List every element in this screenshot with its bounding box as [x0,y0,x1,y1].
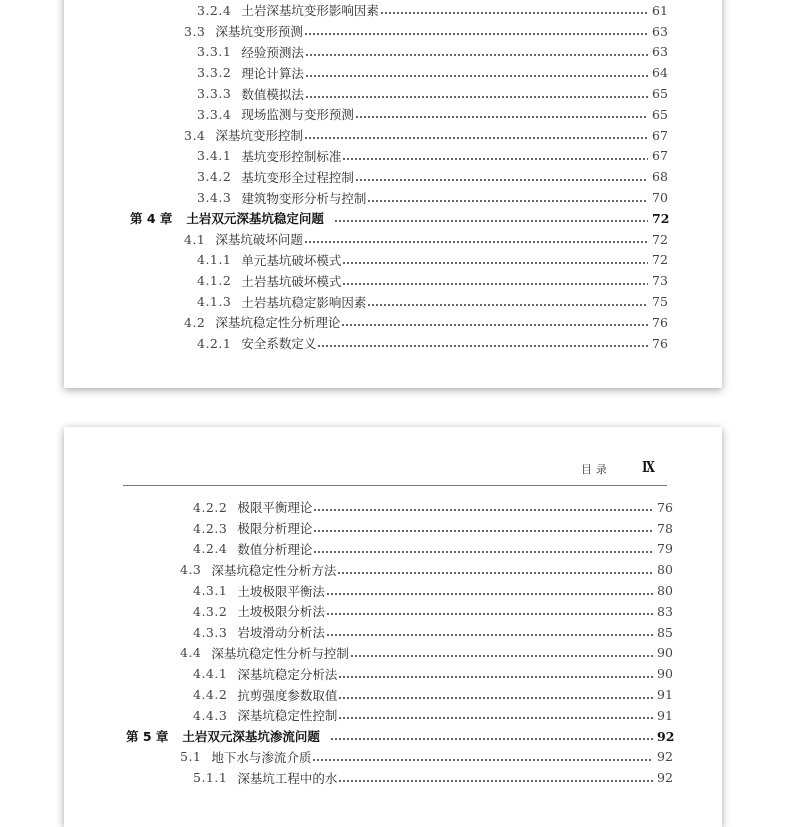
toc-entry[interactable] [197,187,670,208]
entry-page-number: 67 [652,148,668,164]
entry-title: 岩坡滑动分析法 [237,625,325,641]
entry-title: 深基坑稳定性分析与控制 [211,645,349,661]
toc-entry[interactable] [193,663,675,684]
leader-dots [313,530,653,532]
entry-page-number: 70 [652,190,668,206]
leader-dots [341,324,648,326]
entry-title: 安全系数定义 [241,336,317,352]
header-label: 目录 [581,463,611,476]
entry-number: 4.2 [184,314,206,330]
entry-title: 土岩双元深基坑渗流问题 [182,729,320,745]
entry-number: 4.3.3 [193,624,228,640]
toc-entry[interactable] [197,250,670,271]
toc-entry[interactable] [193,539,675,560]
entry-page-number: 92 [657,770,673,786]
entry-page-number: 90 [657,666,673,682]
entry-number: 3.4.3 [197,190,232,206]
leader-dots [338,780,653,782]
entry-title: 深基坑工程中的水 [237,770,338,786]
entry-page-number: 79 [657,541,673,557]
leader-dots [304,33,648,35]
entry-number: 4.4.3 [193,707,228,723]
entry-title: 数值分析理论 [237,541,313,557]
entry-number: 4.3.2 [193,603,228,619]
entry-number: 3.3.2 [197,65,232,81]
entry-number: 4.2.4 [193,541,228,557]
entry-number: 4.1 [184,231,206,247]
entry-number: 5.1.1 [193,770,228,786]
entry-title: 深基坑稳定分析法 [237,666,338,682]
toc-entry[interactable] [193,705,675,726]
leader-dots [317,345,648,347]
entry-page-number: 75 [652,294,668,310]
leader-dots [338,676,653,678]
entry-title: 土岩基坑破坏模式 [241,273,342,289]
leader-dots [326,593,653,595]
entry-number: 4.3 [180,562,202,578]
toc-entry[interactable] [197,333,670,354]
entry-title: 土坡极限分析法 [237,604,325,620]
toc-entry[interactable] [197,83,670,104]
toc-page-1 [64,0,722,388]
leader-dots [305,54,648,56]
entry-page-number: 61 [652,2,668,18]
entry-title: 深基坑变形控制 [215,128,303,144]
entry-page-number: 91 [657,687,673,703]
entry-page-number: 63 [652,23,668,39]
entry-title: 基坑变形全过程控制 [241,169,354,185]
toc-entry[interactable] [197,0,670,21]
entry-number: 4.4.2 [193,687,228,703]
entry-title: 数值模拟法 [241,86,304,102]
entry-number: 4.1.2 [197,273,232,289]
leader-dots [326,613,653,615]
entry-title: 深基坑稳定性控制 [237,708,338,724]
toc-entry[interactable] [197,291,670,312]
leader-dots [355,179,648,181]
entry-number: 3.4.2 [197,169,232,185]
entry-number: 4.2.1 [197,335,232,351]
toc-entry[interactable] [193,601,675,622]
entry-title: 土岩双元深基坑稳定问题 [186,211,324,227]
leader-dots [330,738,653,740]
leader-dots [367,304,648,306]
leader-dots [304,137,648,139]
entry-title: 深基坑变形预测 [215,24,303,40]
entry-number: 4.3.1 [193,583,228,599]
entry-page-number: 68 [652,169,668,185]
toc-entry[interactable] [193,622,675,643]
leader-dots [313,509,653,511]
leader-dots [350,655,653,657]
leader-dots [380,12,648,14]
entry-page-number: 92 [657,728,675,744]
toc-entry[interactable] [184,125,670,146]
entry-page-number: 63 [652,44,668,60]
entry-title: 极限平衡理论 [237,500,313,516]
toc-entry[interactable] [197,270,670,291]
toc-entry[interactable] [193,497,675,518]
entry-page-number: 65 [652,106,668,122]
entry-number: 第 5 章 [126,729,169,745]
entry-page-number: 92 [657,749,673,765]
leader-dots [342,262,648,264]
toc-entry[interactable] [197,104,670,125]
entry-title: 经验预测法 [241,44,304,60]
entry-page-number: 80 [657,583,673,599]
entry-number: 第 4 章 [130,211,173,227]
entry-number: 4.2.2 [193,499,228,515]
toc-entry[interactable] [197,62,670,83]
entry-title: 土岩基坑稳定影响因素 [241,294,367,310]
entry-number: 3.4 [184,127,206,143]
toc-entry[interactable] [193,518,675,539]
entry-number: 3.3.3 [197,86,232,102]
entry-page-number: 78 [657,520,673,536]
entry-number: 3.3 [184,23,206,39]
entry-number: 3.4.1 [197,148,232,164]
leader-dots [367,200,648,202]
leader-dots [338,697,653,699]
entry-title: 抗剪强度参数取值 [237,687,338,703]
entry-page-number: 64 [652,65,668,81]
leader-dots [342,283,648,285]
toc-entry[interactable] [193,767,675,788]
toc-entry[interactable] [180,559,675,580]
entry-number: 3.3.1 [197,44,232,60]
toc-entry[interactable] [193,580,675,601]
entry-title: 现场监测与变形预测 [241,107,354,123]
toc-chapter-entry[interactable] [126,726,675,747]
entry-page-number: 73 [652,273,668,289]
entry-number: 3.3.4 [197,106,232,122]
entry-number: 3.2.4 [197,2,232,18]
entry-page-number: 72 [652,252,668,268]
leader-dots [338,717,653,719]
toc-page-2 [64,427,722,827]
entry-title: 建筑物变形分析与控制 [241,190,367,206]
entry-page-number: 83 [657,603,673,619]
leader-dots [355,116,648,118]
entry-title: 深基坑破坏问题 [215,232,303,248]
entry-page-number: 65 [652,86,668,102]
toc-entry[interactable] [193,684,675,705]
leader-dots [326,634,653,636]
leader-dots [342,158,648,160]
entry-title: 理论计算法 [241,65,304,81]
leader-dots [305,96,648,98]
header-page-number: Ⅸ [642,458,655,476]
leader-dots [334,220,648,222]
entry-title: 地下水与渗流介质 [211,749,312,765]
entry-page-number: 67 [652,127,668,143]
toc-entry[interactable] [197,146,670,167]
entry-title: 极限分析理论 [237,521,313,537]
entry-page-number: 80 [657,562,673,578]
toc-entry[interactable] [184,312,670,333]
entry-page-number: 91 [657,707,673,723]
entry-page-number: 76 [657,499,673,515]
entry-page-number: 72 [652,231,668,247]
entry-number: 4.2.3 [193,520,228,536]
toc-entry[interactable] [184,229,670,250]
entry-page-number: 72 [652,210,670,226]
entry-title: 基坑变形控制标准 [241,148,342,164]
leader-dots [304,241,648,243]
toc-entry[interactable] [180,747,675,768]
entry-title: 土坡极限平衡法 [237,583,325,599]
toc-chapter-entry[interactable] [130,208,670,229]
leader-dots [305,75,648,77]
entry-page-number: 90 [657,645,673,661]
entry-page-number: 76 [652,314,668,330]
leader-dots [337,572,653,574]
entry-number: 4.1.3 [197,294,232,310]
entry-number: 5.1 [180,749,202,765]
entry-title: 单元基坑破坏模式 [241,252,342,268]
toc-entry[interactable] [180,643,675,664]
toc-entry[interactable] [184,21,670,42]
entry-title: 深基坑稳定性分析理论 [215,315,341,331]
toc-entry[interactable] [197,166,670,187]
toc-entry[interactable] [197,42,670,63]
entry-page-number: 85 [657,624,673,640]
entry-number: 4.4.1 [193,666,228,682]
entry-title: 土岩深基坑变形影响因素 [241,3,379,19]
leader-dots [312,759,653,761]
leader-dots [313,551,653,553]
page-header [123,457,667,486]
entry-number: 4.1.1 [197,252,232,268]
entry-page-number: 76 [652,335,668,351]
entry-title: 深基坑稳定性分析方法 [211,562,337,578]
entry-number: 4.4 [180,645,202,661]
